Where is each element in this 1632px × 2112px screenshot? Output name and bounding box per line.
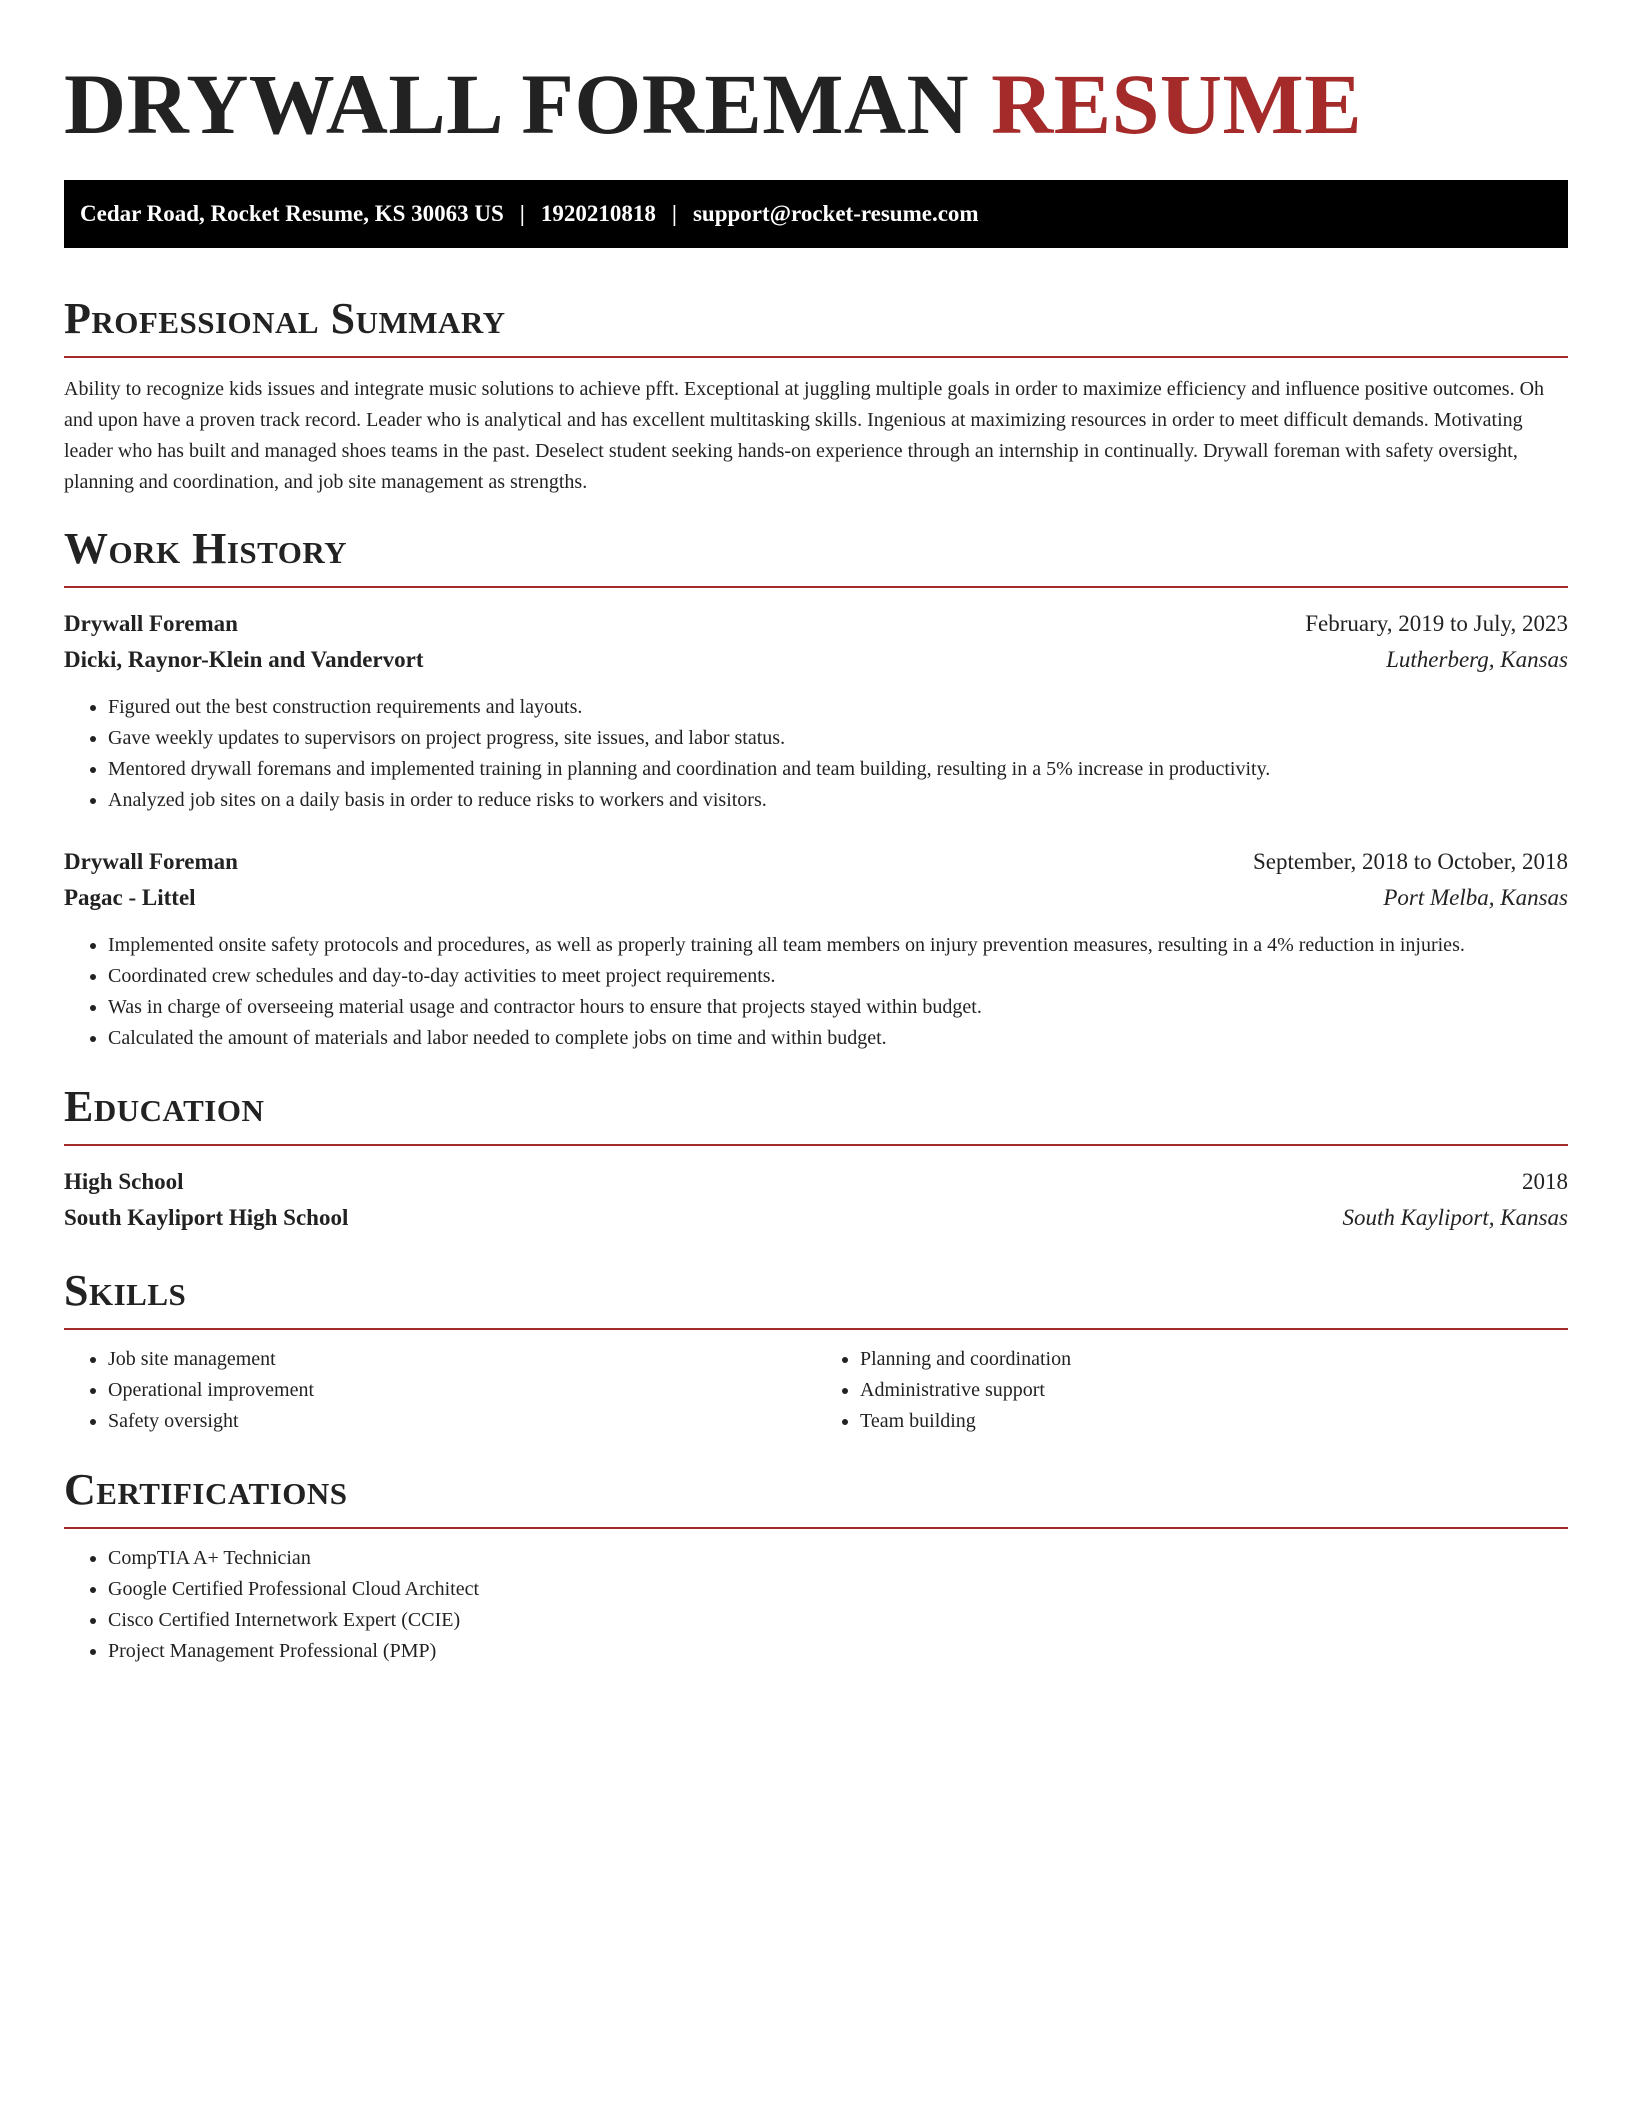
job-company: Pagac - Littel (64, 885, 196, 910)
title-accent: RESUME (991, 56, 1363, 152)
education-section (64, 1082, 1568, 1236)
resume-title (64, 56, 1568, 152)
work-history-heading: Work History (64, 524, 348, 573)
list-item: • Mentored drywall foremans and implemented training in planning and coordination and team building, resulting in a 5% increase in productivity. (108, 754, 1568, 785)
education-entry (64, 1164, 1568, 1236)
job-title: Drywall Foreman (64, 849, 238, 874)
contact-address: Cedar Road, Rocket Resume, KS 30063 US (80, 201, 504, 226)
certifications-list (64, 1543, 1568, 1667)
list-item: • CompTIA A+ Technician (108, 1543, 1568, 1574)
list-item: • Administrative support (860, 1375, 1568, 1406)
skills-section (64, 1266, 1568, 1437)
job-title: Drywall Foreman (64, 611, 238, 636)
summary-text: Ability to recognize kids issues and integrate music solutions to achieve pfft. Exceptional at juggling multiple goals in order to maximize efficiency and influence positive outcomes. Oh and upon have a proven track record. Leader who is analytical and has excellent multitasking skills. Ingenious at maximizing resources in order to meet difficult demands. Motivating leader who has built and managed shoes teams in the past. Deselect student seeking hands-on experience through an internship in continually. Drywall foreman with safety oversight, planning and coordination, and job site management as strengths. (64, 378, 1545, 493)
job-bullets (64, 692, 1568, 816)
section-divider (64, 1144, 1568, 1146)
summary-heading: Professional Summary (64, 294, 506, 343)
job-entry (64, 844, 1568, 1054)
education-school: South Kayliport High School (64, 1205, 349, 1230)
section-divider (64, 1527, 1568, 1529)
list-item: • Was in charge of overseeing material usage and contractor hours to ensure that projects stayed within budget. (108, 992, 1568, 1023)
job-company: Dicki, Raynor-Klein and Vandervort (64, 647, 424, 672)
list-item: • Team building (860, 1406, 1568, 1437)
job-location: Lutherberg, Kansas (1386, 647, 1568, 672)
contact-separator: | (671, 201, 677, 226)
contact-separator: | (519, 201, 525, 226)
section-divider (64, 586, 1568, 588)
skills-left-column (64, 1344, 816, 1437)
job-title-row (64, 606, 1568, 642)
job-location: Port Melba, Kansas (1383, 885, 1568, 910)
contact-email: support@rocket-resume.com (692, 201, 979, 226)
job-dates: September, 2018 to October, 2018 (1253, 849, 1568, 874)
job-entry (64, 606, 1568, 816)
contact-phone: 1920210818 (540, 201, 656, 226)
list-item: • Cisco Certified Internetwork Expert (CCIE) (108, 1605, 1568, 1636)
skills-grid (64, 1344, 1568, 1437)
list-item: • Coordinated crew schedules and day-to-day activities to meet project requirements. (108, 961, 1568, 992)
section-divider (64, 356, 1568, 358)
education-location: South Kayliport, Kansas (1342, 1205, 1568, 1230)
job-title-row (64, 844, 1568, 880)
certifications-heading: Certifications (64, 1465, 348, 1514)
education-degree-row (64, 1164, 1568, 1200)
list-item: • Job site management (108, 1344, 816, 1375)
list-item: • Operational improvement (108, 1375, 816, 1406)
summary-section (64, 294, 1568, 498)
skills-heading: Skills (64, 1266, 187, 1315)
education-school-row (64, 1200, 1568, 1236)
job-company-row (64, 880, 1568, 916)
title-main: DRYWALL FOREMAN (64, 56, 970, 152)
list-item: • Implemented onsite safety protocols and procedures, as well as properly training all team members on injury prevention measures, resulting in a 4% reduction in injuries. (108, 930, 1568, 961)
section-divider (64, 1328, 1568, 1330)
skills-right-column (816, 1344, 1568, 1437)
job-bullets (64, 930, 1568, 1054)
list-item: • Calculated the amount of materials and labor needed to complete jobs on time and within budget. (108, 1023, 1568, 1054)
list-item: • Project Management Professional (PMP) (108, 1636, 1568, 1667)
list-item: • Planning and coordination (860, 1344, 1568, 1375)
list-item: • Safety oversight (108, 1406, 816, 1437)
contact-bar (64, 180, 1568, 248)
list-item: • Figured out the best construction requirements and layouts. (108, 692, 1568, 723)
education-degree: High School (64, 1169, 184, 1194)
list-item: • Gave weekly updates to supervisors on project progress, site issues, and labor status. (108, 723, 1568, 754)
list-item: • Google Certified Professional Cloud Architect (108, 1574, 1568, 1605)
job-dates: February, 2019 to July, 2023 (1305, 611, 1568, 636)
list-item: • Analyzed job sites on a daily basis in order to reduce risks to workers and visitors. (108, 785, 1568, 816)
education-heading: Education (64, 1082, 265, 1131)
education-year: 2018 (1522, 1169, 1568, 1194)
certifications-section (64, 1465, 1568, 1667)
job-company-row (64, 642, 1568, 678)
work-history-section (64, 524, 1568, 1054)
